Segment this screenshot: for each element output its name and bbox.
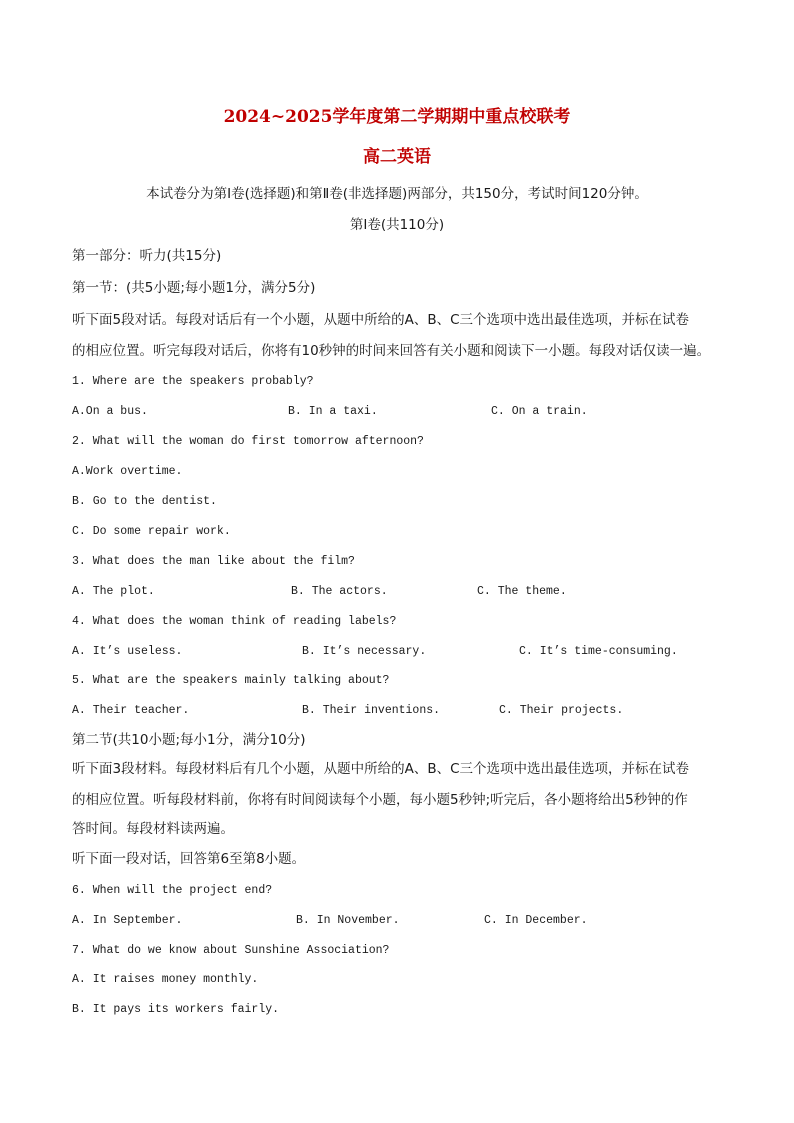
question-3-option-c: C. The theme. [477, 585, 567, 598]
section1-instructions-line1: 听下面5段对话。每段对话后有一个小题，从题中所给的A、B、C三个选项中选出最佳选项，并标在试卷 [72, 312, 690, 328]
question-1-option-c: C. On a train. [491, 405, 588, 418]
question-6-option-a: A. In September. [72, 914, 183, 927]
question-2-option-a: A.Work overtime. [72, 465, 183, 478]
question-1-stem: 1. Where are the speakers probably? [72, 375, 314, 388]
question-6-option-c: C. In December. [484, 914, 588, 927]
question-2-option-b: B. Go to the dentist. [72, 495, 217, 508]
question-7-option-b: B. It pays its workers fairly. [72, 1003, 280, 1016]
question-2-option-c: C. Do some repair work. [72, 525, 231, 538]
section2-instructions-line3: 答时间。每段材料读两遍。 [72, 821, 234, 837]
question-5-option-c: C. Their projects. [499, 704, 624, 717]
question-6-stem: 6. When will the project end? [72, 884, 273, 897]
group-intro: 听下面一段对话，回答第6至第8小题。 [72, 851, 306, 867]
question-6-option-b: B. In November. [296, 914, 400, 927]
question-7-stem: 7. What do we know about Sunshine Association? [72, 944, 390, 957]
section2-heading: 第二节(共10小题;每小1分，满分10分) [72, 732, 306, 748]
part1-heading: 第一部分：听力(共15分) [72, 248, 222, 264]
question-2-stem: 2. What will the woman do first tomorrow afternoon? [72, 435, 424, 448]
question-3-option-a: A. The plot. [72, 585, 155, 598]
section1-instructions-line2: 的相应位置。听完每段对话后，你将有10秒钟的时间来回答有关小题和阅读下一小题。每段对话仅读一遍。 [72, 343, 711, 359]
question-3-stem: 3. What does the man like about the film? [72, 555, 355, 568]
question-1-option-b: B. In a taxi. [288, 405, 378, 418]
question-1-option-a: A.On a bus. [72, 405, 148, 418]
section1-heading: 第一节：(共5小题;每小题1分，满分5分) [72, 280, 316, 296]
exam-subject: 高二英语 [363, 147, 431, 167]
section2-instructions-line1: 听下面3段材料。每段材料后有几个小题，从题中所给的A、B、C三个选项中选出最佳选项，并标在试卷 [72, 761, 690, 777]
question-5-stem: 5. What are the speakers mainly talking about? [72, 674, 390, 687]
section2-instructions-line2: 的相应位置。听每段材料前，你将有时间阅读每个小题，每小题5秒钟;听完后，各小题将给出5秒钟的作 [72, 792, 688, 808]
question-4-option-c: C. It’s time-consuming. [519, 645, 678, 658]
exam-intro: 本试卷分为第Ⅰ卷(选择题)和第Ⅱ卷(非选择题)两部分，共150分，考试时间120分钟。 [146, 186, 648, 202]
question-4-stem: 4. What does the woman think of reading labels? [72, 615, 397, 628]
question-3-option-b: B. The actors. [291, 585, 388, 598]
question-4-option-a: A. It’s useless. [72, 645, 183, 658]
question-4-option-b: B. It’s necessary. [302, 645, 427, 658]
volume-heading: 第Ⅰ卷(共110分) [349, 217, 445, 233]
question-5-option-b: B. Their inventions. [302, 704, 441, 717]
question-7-option-a: A. It raises money monthly. [72, 973, 259, 986]
question-5-option-a: A. Their teacher. [72, 704, 190, 717]
exam-title: 2024~2025学年度第二学期期中重点校联考 [223, 107, 571, 127]
